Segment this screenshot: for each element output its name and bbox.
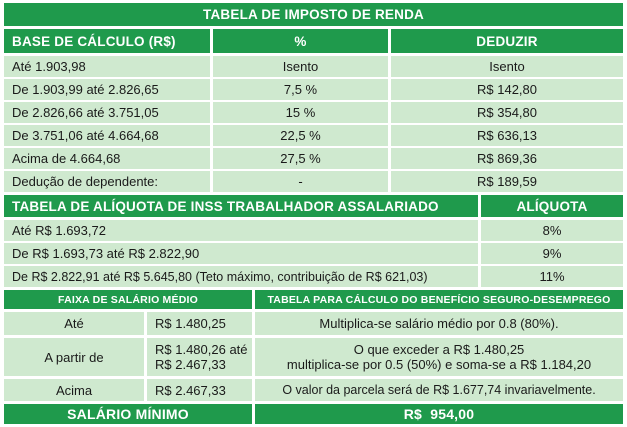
ir-base-cell: De 3.751,06 até 4.664,68 <box>4 125 210 146</box>
inss-rate-cell: 11% <box>481 266 623 287</box>
seguro-value-cell <box>147 338 252 376</box>
ir-base-cell: Dedução de dependente: <box>4 171 210 192</box>
salario-minimo-row <box>4 404 623 424</box>
tax-tables-panel <box>4 3 623 424</box>
salario-minimo-label: SALÁRIO MÍNIMO <box>4 404 252 424</box>
ir-header-base: BASE DE CÁLCULO (R$) <box>4 29 210 53</box>
ir-title-row <box>4 3 623 26</box>
table-row <box>4 102 623 123</box>
ir-percent-cell: 22,5 % <box>213 125 388 146</box>
ir-title: TABELA DE IMPOSTO DE RENDA <box>4 3 623 26</box>
inss-rate-cell: 8% <box>481 220 623 241</box>
ir-percent-cell: Isento <box>213 56 388 77</box>
ir-base-cell: De 1.903,99 até 2.826,65 <box>4 79 210 100</box>
table-row <box>4 125 623 146</box>
seguro-label-cell: A partir de <box>4 338 144 376</box>
seguro-faixa-header: FAIXA DE SALÁRIO MÉDIO <box>4 290 252 309</box>
seguro-header-row <box>4 290 623 309</box>
seguro-label-cell: Acima <box>4 379 144 401</box>
seguro-calc-header: TABELA PARA CÁLCULO DO BENEFÍCIO SEGURO-DESEMPREGO <box>255 290 623 309</box>
seguro-calc-line: multiplica-se por 0.5 (50%) e soma-se a R$ 1.184,20 <box>286 357 592 372</box>
ir-percent-cell: - <box>213 171 388 192</box>
table-row <box>4 148 623 169</box>
seguro-calc-cell <box>255 338 623 376</box>
ir-deduzir-cell: R$ 189,59 <box>391 171 623 192</box>
ir-percent-cell: 27,5 % <box>213 148 388 169</box>
seguro-calc-line: O que exceder a R$ 1.480,25 <box>353 342 525 357</box>
inss-rate-header: ALÍQUOTA <box>481 195 623 217</box>
inss-range-cell: De R$ 1.693,73 até R$ 2.822,90 <box>4 243 478 264</box>
ir-percent-cell: 15 % <box>213 102 388 123</box>
table-row <box>4 79 623 100</box>
inss-range-cell: Até R$ 1.693,72 <box>4 220 478 241</box>
ir-deduzir-cell: R$ 636,13 <box>391 125 623 146</box>
table-row <box>4 243 623 264</box>
seguro-calc-cell: Multiplica-se salário médio por 0.8 (80%). <box>255 312 623 335</box>
ir-base-cell: Acima de 4.664,68 <box>4 148 210 169</box>
ir-header-deduzir: DEDUZIR <box>391 29 623 53</box>
salario-minimo-value: R$ 954,00 <box>255 404 623 424</box>
table-row <box>4 220 623 241</box>
inss-range-cell: De R$ 2.822,91 até R$ 5.645,80 (Teto máximo, contribuição de R$ 621,03) <box>4 266 478 287</box>
ir-deduzir-cell: R$ 869,36 <box>391 148 623 169</box>
ir-base-cell: Até 1.903,98 <box>4 56 210 77</box>
table-row <box>4 171 623 192</box>
table-row <box>4 379 623 401</box>
ir-header-percent: % <box>213 29 388 53</box>
ir-header-row <box>4 29 623 53</box>
ir-deduzir-cell: R$ 142,80 <box>391 79 623 100</box>
seguro-value-cell: R$ 1.480,25 <box>147 312 252 335</box>
seguro-value-cell: R$ 2.467,33 <box>147 379 252 401</box>
inss-title: TABELA DE ALÍQUOTA DE INSS TRABALHADOR ASSALARIADO <box>4 195 478 217</box>
ir-percent-cell: 7,5 % <box>213 79 388 100</box>
seguro-label-cell: Até <box>4 312 144 335</box>
seguro-calc-cell: O valor da parcela será de R$ 1.677,74 invariavelmente. <box>255 379 623 401</box>
inss-header-row <box>4 195 623 217</box>
table-row <box>4 266 623 287</box>
table-row <box>4 338 623 376</box>
seguro-value-line: R$ 1.480,26 até <box>155 342 248 357</box>
table-row <box>4 312 623 335</box>
table-row <box>4 56 623 77</box>
ir-base-cell: De 2.826,66 até 3.751,05 <box>4 102 210 123</box>
ir-deduzir-cell: Isento <box>391 56 623 77</box>
ir-deduzir-cell: R$ 354,80 <box>391 102 623 123</box>
inss-rate-cell: 9% <box>481 243 623 264</box>
seguro-value-line: R$ 2.467,33 <box>155 357 226 372</box>
